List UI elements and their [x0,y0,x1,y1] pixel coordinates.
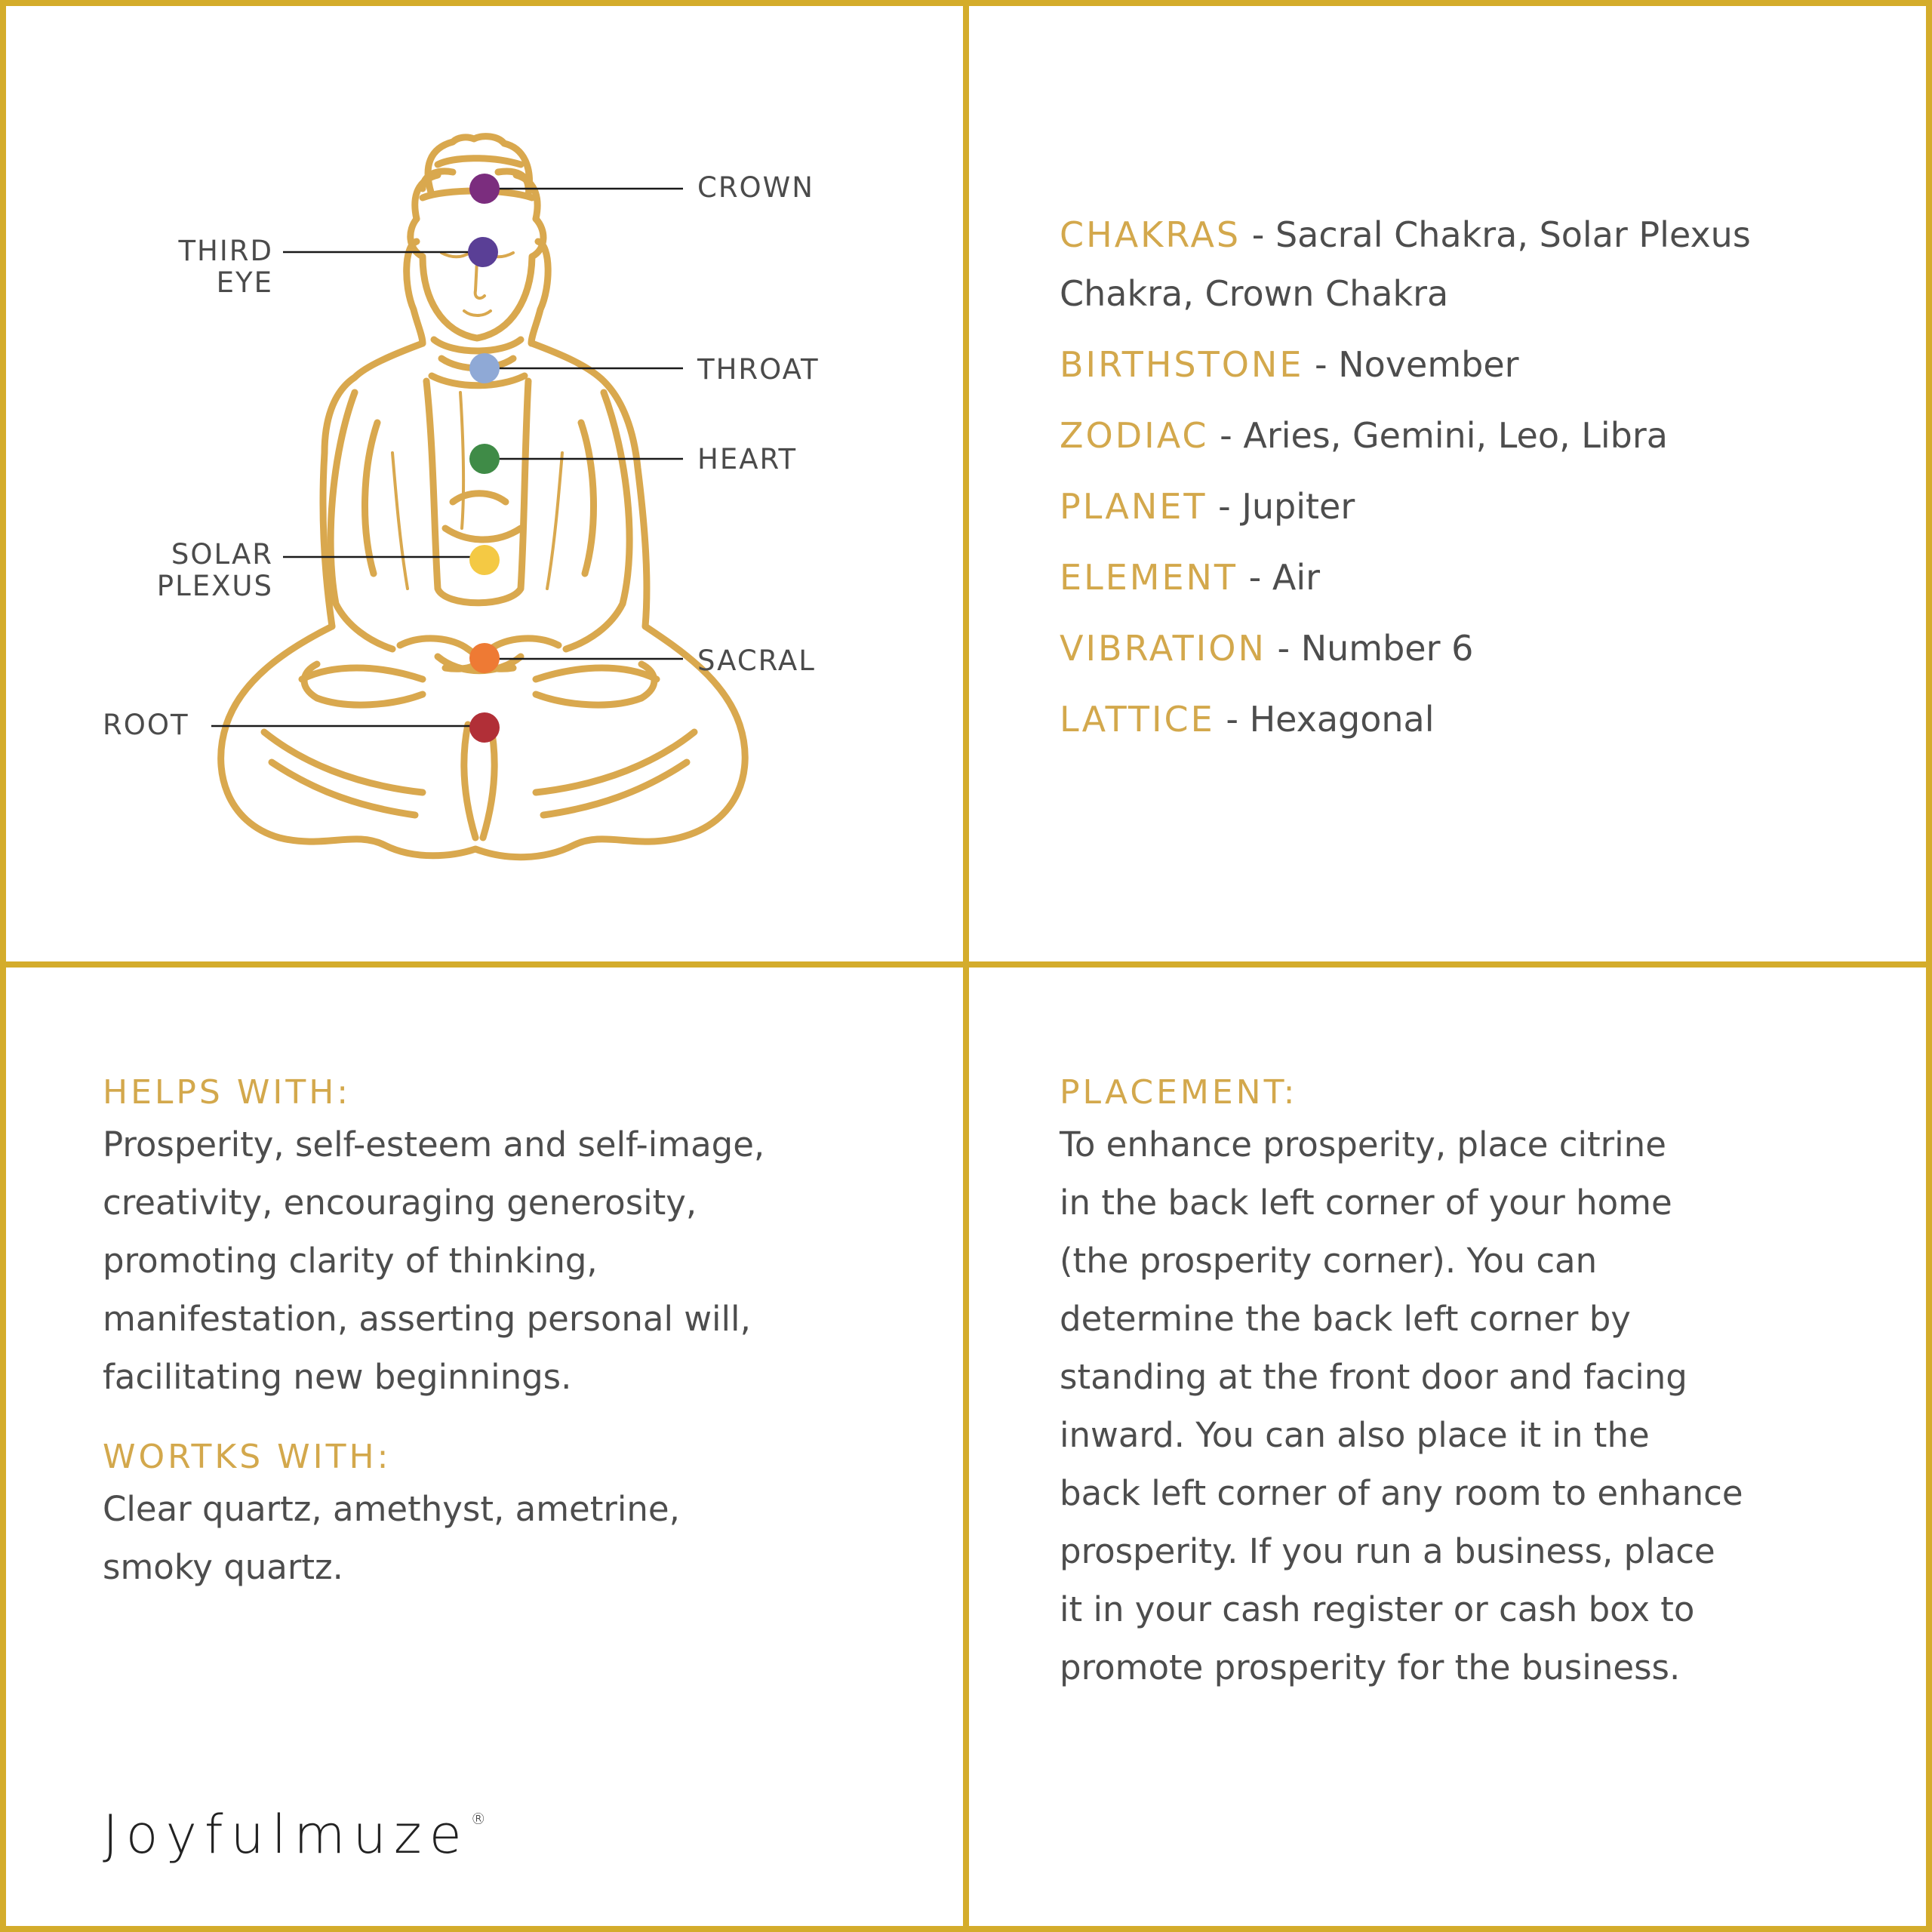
placement-line: promote prosperity for the business. [1060,1647,1681,1687]
placement-body [1060,1115,1897,1697]
chakra-markers [0,0,958,958]
chakra-label-sacral [697,645,816,677]
property-value: - November [1315,344,1519,385]
works-with-line: smoky quartz. [103,1547,343,1587]
property-key: ELEMENT [1060,557,1238,598]
property-planet [1060,477,1860,536]
helps-with-line: promoting clarity of thinking, [103,1241,598,1281]
helps-with-body [103,1115,940,1406]
properties-list [1060,205,1860,761]
works-with-body [103,1480,940,1596]
helps-with-section [103,1070,940,1596]
property-value: - Sacral Chakra, Solar Plexus Chakra, Crown Chakra [1060,214,1751,314]
property-birthstone [1060,335,1860,394]
solar-plexus-chakra-dot [469,545,500,575]
throat-chakra-dot [469,353,500,383]
placement-line: determine the back left corner by [1060,1299,1631,1339]
helps-with-line: Prosperity, self-esteem and self-image, [103,1124,765,1164]
property-key: PLANET [1060,486,1208,527]
property-key: BIRTHSTONE [1060,344,1304,385]
heart-label-text: HEART [697,443,798,475]
property-value: - Air [1248,557,1321,598]
third-eye-chakra-dot [468,237,498,267]
registered-mark: ® [470,1810,486,1828]
property-value: - Aries, Gemini, Leo, Libra [1220,415,1668,456]
placement-line: To enhance prosperity, place citrine [1060,1124,1666,1164]
property-value: - Number 6 [1277,628,1474,669]
third-eye-label-line-1: THIRD [178,235,273,267]
chakra-label-solar-plexus [121,539,273,602]
property-lattice [1060,690,1860,749]
placement-line: prosperity. If you run a business, place [1060,1531,1715,1571]
root-chakra-dot [469,712,500,743]
property-value: - Hexagonal [1226,699,1435,740]
placement-line: (the prosperity corner). You can [1060,1241,1598,1281]
helps-with-line: manifestation, asserting personal will, [103,1299,751,1339]
property-value: - Jupiter [1218,486,1355,527]
crown-chakra-dot [469,174,500,204]
chakra-label-third-eye [151,235,273,299]
placement-line: back left corner of any room to enhance [1060,1473,1743,1513]
property-chakras [1060,205,1860,323]
throat-label-text: THROAT [697,353,820,386]
root-label-text: ROOT [103,709,189,741]
placement-title: PLACEMENT: [1060,1073,1298,1112]
placement-line: standing at the front door and facing [1060,1357,1687,1397]
chakra-label-crown [697,172,814,204]
placement-line: in the back left corner of your home [1060,1183,1672,1223]
helps-with-line: creativity, encouraging generosity, [103,1183,697,1223]
brand-name: Joyfulmuze [103,1804,469,1866]
helps-with-line: facilitating new beginnings. [103,1357,572,1397]
third-eye-label-line-2: EYE [216,266,273,299]
sacral-label-text: SACRAL [697,645,816,677]
placement-line: inward. You can also place it in the [1060,1415,1650,1455]
heart-chakra-dot [469,444,500,474]
chakra-label-root [103,709,189,741]
crown-label-text: CROWN [697,171,814,204]
property-key: CHAKRAS [1060,214,1241,255]
solar-plexus-label-line-2: PLEXUS [156,570,273,602]
chakra-label-heart [697,444,797,475]
property-key: ZODIAC [1060,415,1209,456]
placement-section [1060,1070,1897,1697]
works-with-line: Clear quartz, amethyst, ametrine, [103,1489,680,1529]
property-key: VIBRATION [1060,628,1266,669]
placement-line: it in your cash register or cash box to [1060,1589,1695,1629]
property-vibration [1060,619,1860,678]
property-key: LATTICE [1060,699,1215,740]
property-zodiac [1060,406,1860,465]
works-with-title: WORTKS WITH: [103,1438,392,1476]
helps-with-title: HELPS WITH: [103,1073,352,1112]
horizontal-divider [0,961,1932,968]
property-element [1060,548,1860,607]
sacral-chakra-dot [469,643,500,673]
solar-plexus-label-line-1: SOLAR [171,538,273,571]
brand-logo [103,1804,486,1866]
chakra-label-throat [697,354,820,386]
